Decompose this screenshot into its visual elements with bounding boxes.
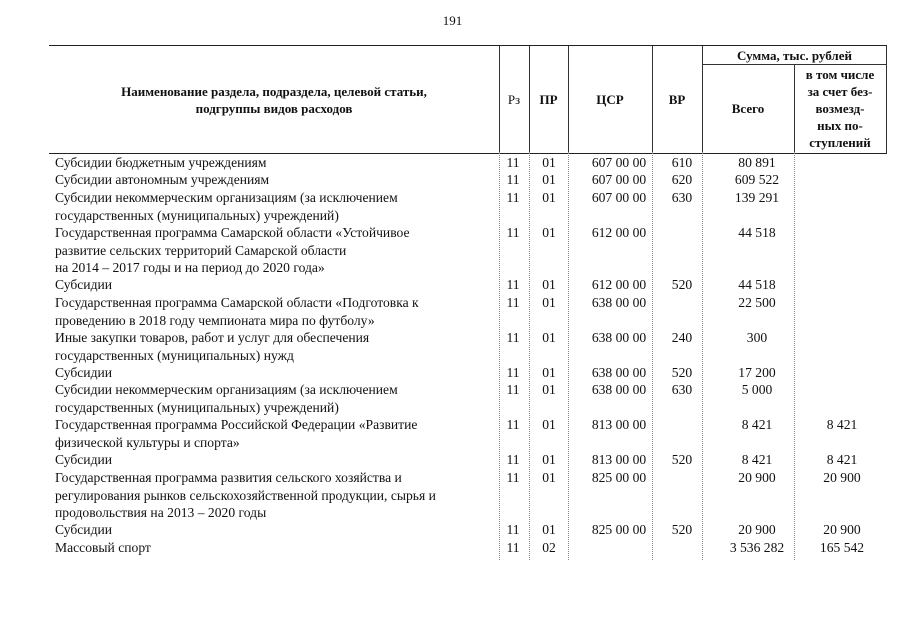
row-total: 8 421: [741, 452, 773, 467]
row-rz: 11: [506, 540, 520, 555]
row-free: 8 421: [826, 417, 858, 432]
row-name: Субсидии: [55, 452, 113, 467]
row-free: 20 900: [823, 522, 861, 537]
header-csr: ЦСР: [596, 92, 624, 107]
row-vr: 520: [671, 365, 693, 380]
row-total: 44 518: [738, 277, 776, 292]
row-csr: 607 00 00: [591, 190, 647, 205]
row-name: Массовый спорт: [55, 540, 151, 555]
row-free: 20 900: [823, 470, 861, 485]
row-csr: 638 00 00: [591, 382, 647, 397]
row-total: 609 522: [734, 172, 780, 187]
row-rz: 11: [506, 330, 520, 345]
row-pr: 01: [542, 382, 556, 397]
row-pr: 01: [542, 190, 556, 205]
row-total: 20 900: [738, 522, 776, 537]
row-name: Субсидии автономным учреждениям: [55, 172, 270, 187]
row-vr: 520: [671, 277, 693, 292]
row-pr: 01: [542, 522, 556, 537]
row-total: 22 500: [738, 295, 776, 310]
column-divider: [702, 152, 703, 560]
header-pr: ПР: [539, 92, 558, 107]
row-pr: 02: [542, 540, 556, 555]
header-sum: Сумма, тыс. рублей: [737, 47, 852, 63]
row-pr: 01: [542, 155, 556, 170]
column-divider: [652, 152, 653, 560]
row-name: Государственная программа Самарской области «Подготовка к проведению в 2018 году чемпионата мира по футболу»: [55, 295, 419, 328]
row-name: Субсидии бюджетным учреждениям: [55, 155, 267, 170]
row-csr: 612 00 00: [591, 277, 647, 292]
row-name: Субсидии некоммерческим организациям (за исключением государственных (муниципальных) учреждений): [55, 190, 398, 223]
row-pr: 01: [542, 172, 556, 187]
row-rz: 11: [506, 155, 520, 170]
row-name: Субсидии: [55, 277, 113, 292]
row-rz: 11: [506, 172, 520, 187]
row-total: 3 536 282: [729, 540, 785, 555]
column-divider: [568, 152, 569, 560]
header-total: Всего: [731, 101, 765, 116]
row-name: Государственная программа развития сельского хозяйства и регулирования рынков сельскохозяйственной продукции, сырья и продовольствия на 2013 – 2020 годы: [55, 470, 436, 520]
row-vr: 520: [671, 452, 693, 467]
row-vr: 520: [671, 522, 693, 537]
row-vr: 630: [671, 190, 693, 205]
row-vr: 240: [671, 330, 693, 345]
row-free: 8 421: [826, 452, 858, 467]
header-free: в том числе за счет без- возмезд- ных по- ступлений: [805, 67, 875, 150]
row-csr: 638 00 00: [591, 295, 647, 310]
row-total: 8 421: [741, 417, 773, 432]
row-rz: 11: [506, 365, 520, 380]
row-pr: 01: [542, 225, 556, 240]
row-rz: 11: [506, 382, 520, 397]
row-name: Государственная программа Российской Федерации «Развитие физической культуры и спорта»: [55, 417, 418, 450]
row-pr: 01: [542, 295, 556, 310]
row-rz: 11: [506, 417, 520, 432]
row-rz: 11: [506, 295, 520, 310]
row-rz: 11: [506, 470, 520, 485]
row-free: 165 542: [819, 540, 865, 555]
row-total: 139 291: [734, 190, 780, 205]
row-pr: 01: [542, 470, 556, 485]
row-csr: 825 00 00: [591, 470, 647, 485]
row-csr: 813 00 00: [591, 452, 647, 467]
row-csr: 607 00 00: [591, 155, 647, 170]
row-csr: 825 00 00: [591, 522, 647, 537]
row-vr: 620: [671, 172, 693, 187]
row-csr: 638 00 00: [591, 330, 647, 345]
row-rz: 11: [506, 225, 520, 240]
page-number: 191: [442, 13, 463, 28]
row-total: 44 518: [738, 225, 776, 240]
column-divider: [794, 152, 795, 560]
row-pr: 01: [542, 330, 556, 345]
row-name: Субсидии некоммерческим организациям (за исключением государственных (муниципальных) учреждений): [55, 382, 398, 415]
row-total: 5 000: [741, 382, 773, 397]
row-pr: 01: [542, 452, 556, 467]
row-pr: 01: [542, 277, 556, 292]
row-pr: 01: [542, 365, 556, 380]
row-csr: 607 00 00: [591, 172, 647, 187]
row-rz: 11: [506, 277, 520, 292]
row-name: Субсидии: [55, 365, 113, 380]
row-name: Государственная программа Самарской области «Устойчивое развитие сельских территорий Самарской области на 2014 – 2017 годы и на период до 2020 года»: [55, 225, 410, 275]
row-pr: 01: [542, 417, 556, 432]
row-total: 17 200: [738, 365, 776, 380]
row-rz: 11: [506, 522, 520, 537]
row-rz: 11: [506, 190, 520, 205]
row-rz: 11: [506, 452, 520, 467]
column-divider: [529, 152, 530, 560]
header-rz: Рз: [507, 92, 521, 107]
row-vr: 610: [671, 155, 693, 170]
header-name: Наименование раздела, подраздела, целевой статьи, подгруппы видов расходов: [121, 83, 427, 116]
column-divider: [499, 152, 500, 560]
row-csr: 638 00 00: [591, 365, 647, 380]
row-name: Субсидии: [55, 522, 113, 537]
row-total: 20 900: [738, 470, 776, 485]
row-vr: 630: [671, 382, 693, 397]
table-header: [49, 45, 887, 154]
row-total: 300: [746, 330, 768, 345]
row-csr: 612 00 00: [591, 225, 647, 240]
row-name: Иные закупки товаров, работ и услуг для обеспечения государственных (муниципальных) нужд: [55, 330, 370, 363]
header-vr: ВР: [668, 92, 686, 107]
row-csr: 813 00 00: [591, 417, 647, 432]
row-total: 80 891: [738, 155, 776, 170]
